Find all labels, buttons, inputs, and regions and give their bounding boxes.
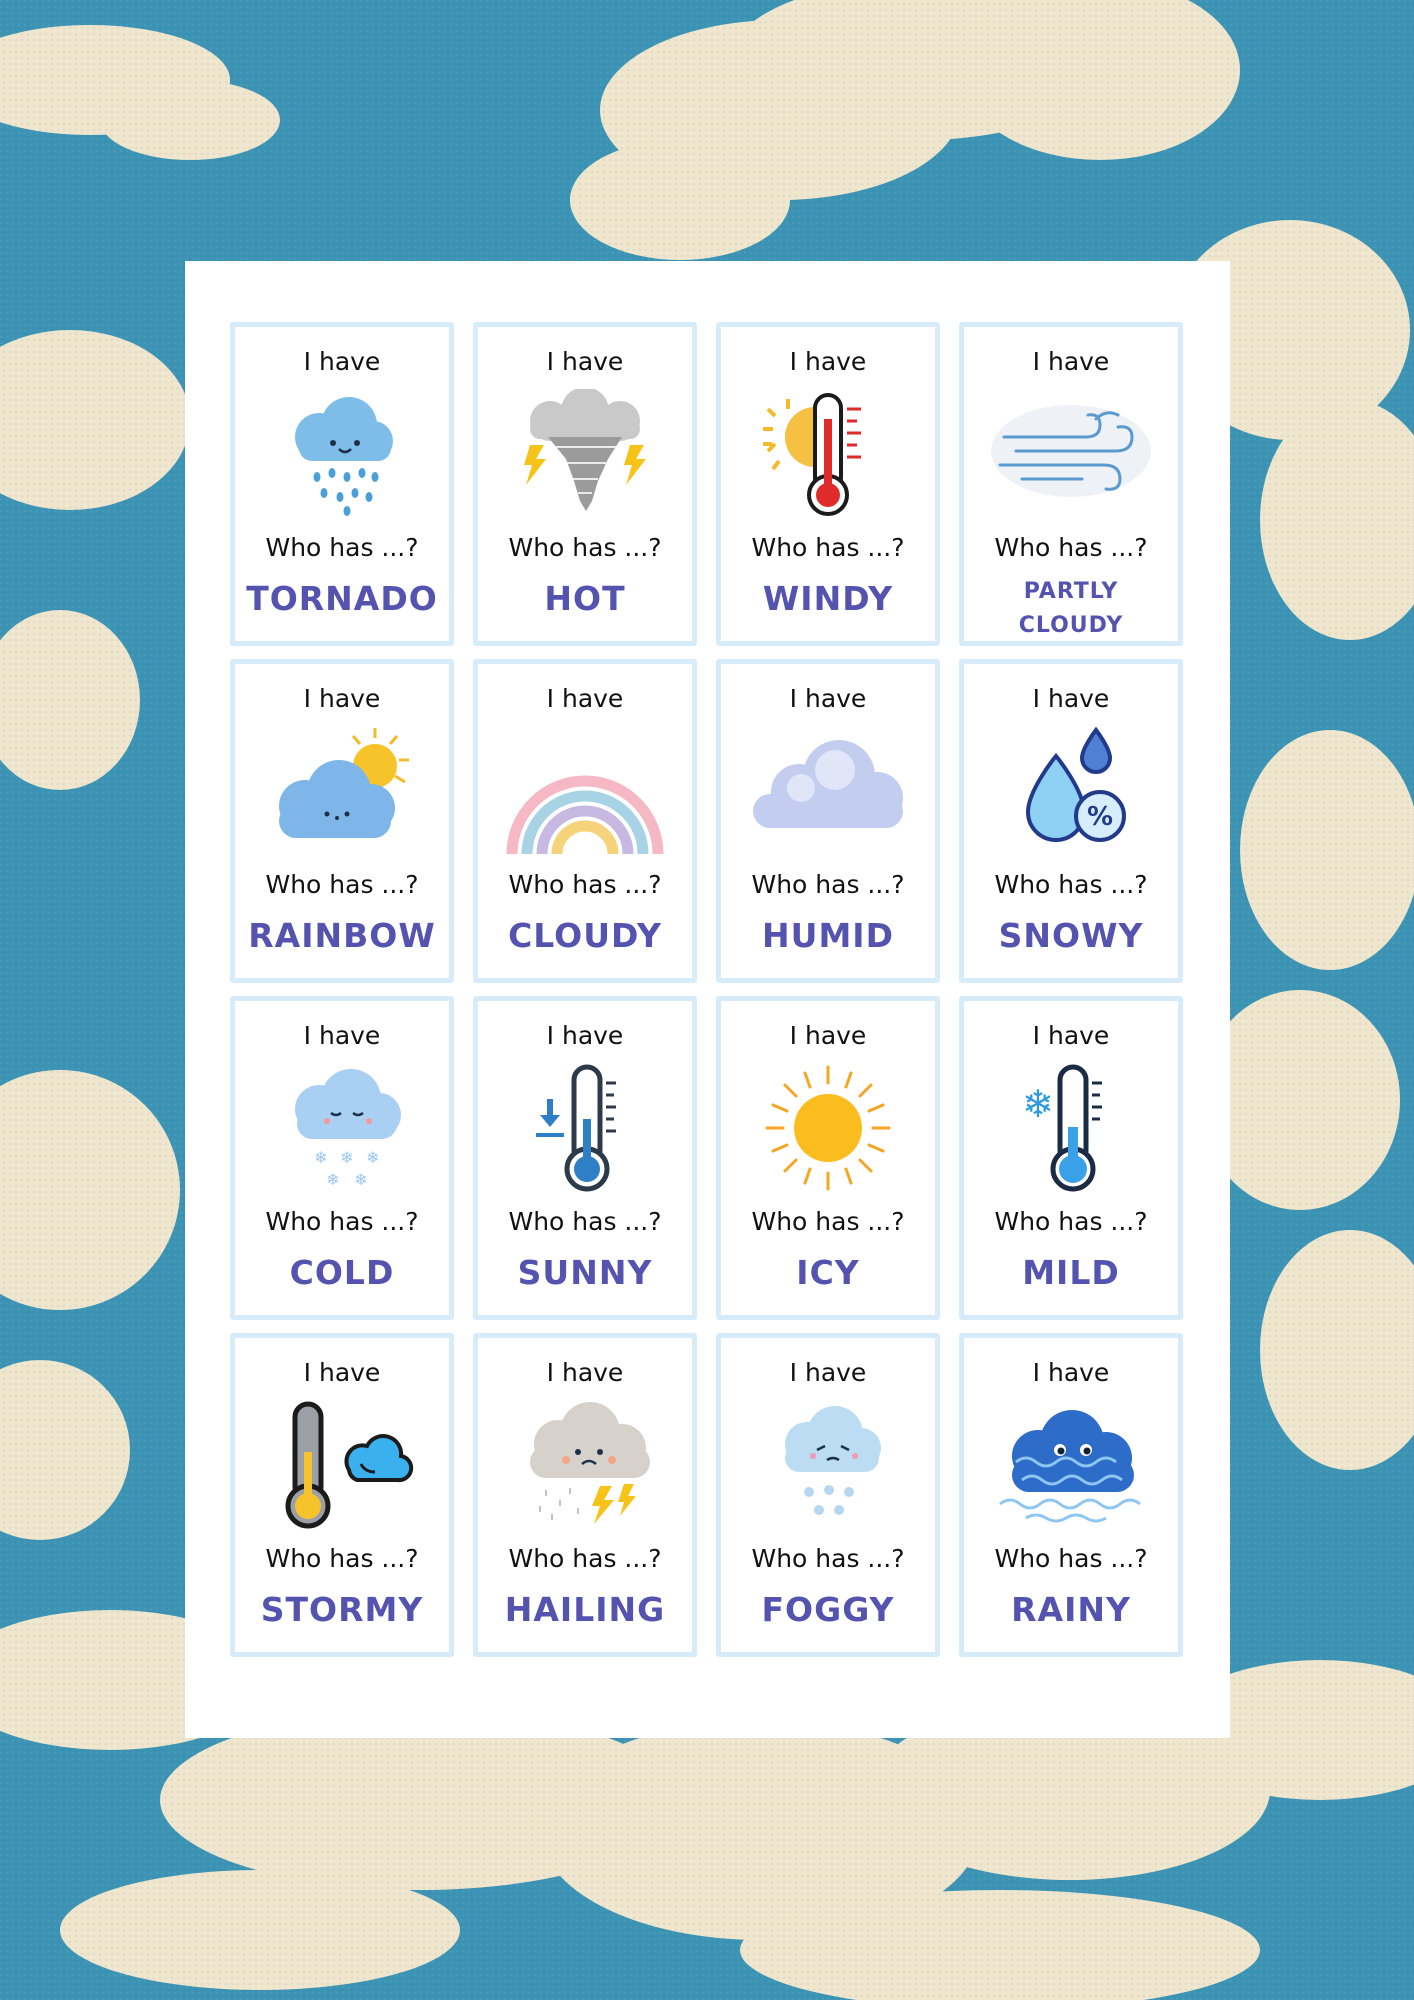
card-answer: CLOUDY: [508, 916, 662, 955]
card-who-label: Who has ...?: [751, 1544, 905, 1573]
card-have-label: I have: [1032, 684, 1110, 713]
card-have-label: I have: [303, 684, 381, 713]
card-who-label: Who has ...?: [994, 1207, 1148, 1236]
card-rainbow: [230, 659, 454, 983]
card-answer: RAINBOW: [248, 916, 436, 955]
card-who-label: Who has ...?: [265, 1544, 419, 1573]
card-have-label: I have: [1032, 1021, 1110, 1050]
card-mild: [959, 996, 1183, 1320]
card-answer: TORNADO: [246, 579, 438, 618]
card-icy: [716, 996, 940, 1320]
tornado-icon: [500, 389, 670, 519]
svg-text:❄: ❄: [1022, 1082, 1054, 1126]
card-rainy: [959, 1333, 1183, 1657]
card-hailing: [473, 1333, 697, 1657]
card-answer: ICY: [796, 1253, 860, 1292]
card-partly-cloudy: [959, 322, 1183, 646]
card-answer: SUNNY: [517, 1253, 653, 1292]
card-who-label: Who has ...?: [751, 533, 905, 562]
partly-cloudy-icon: [257, 726, 427, 856]
bingo-sheet: [185, 261, 1230, 1738]
card-have-label: I have: [303, 1021, 381, 1050]
card-who-label: Who has ...?: [508, 1207, 662, 1236]
card-have-label: I have: [303, 1358, 381, 1387]
card-hot: [473, 322, 697, 646]
card-who-label: Who has ...?: [994, 870, 1148, 899]
card-tornado: [230, 322, 454, 646]
card-have-label: I have: [789, 347, 867, 376]
card-snowy: [959, 659, 1183, 983]
card-have-label: I have: [789, 1021, 867, 1050]
hail-cloud-icon: [743, 1400, 913, 1530]
svg-text:❄: ❄: [326, 1170, 340, 1189]
card-who-label: Who has ...?: [508, 870, 662, 899]
card-have-label: I have: [303, 347, 381, 376]
card-who-label: Who has ...?: [265, 870, 419, 899]
card-answer: PARTLY CLOUDY: [1018, 579, 1124, 638]
humidity-drops-icon: [986, 726, 1156, 856]
fog-cloud-icon: [986, 1400, 1156, 1530]
card-who-label: Who has ...?: [751, 1207, 905, 1236]
card-grid: [230, 322, 1183, 1657]
snow-cloud-icon: [257, 1063, 427, 1193]
card-have-label: I have: [546, 684, 624, 713]
wind-icon: [986, 389, 1156, 519]
card-answer: HOT: [544, 579, 626, 618]
mild-thermometer-icon: [257, 1400, 427, 1530]
rainbow-icon: [500, 726, 670, 856]
storm-cloud-icon: [500, 1400, 670, 1530]
card-sunny: [473, 996, 697, 1320]
card-who-label: Who has ...?: [994, 533, 1148, 562]
card-cloudy: [473, 659, 697, 983]
card-cold: [230, 996, 454, 1320]
card-who-label: Who has ...?: [508, 533, 662, 562]
card-answer: COLD: [289, 1253, 395, 1292]
card-have-label: I have: [789, 684, 867, 713]
card-answer: RAINY: [1011, 1590, 1131, 1629]
card-foggy: [716, 1333, 940, 1657]
svg-text:❄: ❄: [340, 1148, 354, 1167]
card-who-label: Who has ...?: [994, 1544, 1148, 1573]
card-answer: STORMY: [260, 1590, 424, 1629]
card-stormy: [230, 1333, 454, 1657]
cold-thermometer-icon: [500, 1063, 670, 1193]
card-answer: FOGGY: [761, 1590, 895, 1629]
card-answer: SNOWY: [998, 916, 1144, 955]
svg-text:❄: ❄: [354, 1170, 368, 1189]
card-windy: [716, 322, 940, 646]
svg-text:%: %: [1086, 802, 1114, 832]
card-have-label: I have: [546, 1358, 624, 1387]
card-who-label: Who has ...?: [508, 1544, 662, 1573]
card-who-label: Who has ...?: [751, 870, 905, 899]
cloud-icon: [743, 726, 913, 856]
card-have-label: I have: [789, 1358, 867, 1387]
card-answer: WINDY: [762, 579, 894, 618]
card-who-label: Who has ...?: [265, 1207, 419, 1236]
svg-text:❄: ❄: [314, 1148, 328, 1167]
rain-cloud-icon: [257, 389, 427, 519]
card-answer: HUMID: [762, 916, 894, 955]
card-have-label: I have: [1032, 347, 1110, 376]
hot-thermometer-icon: [743, 389, 913, 519]
card-have-label: I have: [546, 347, 624, 376]
card-have-label: I have: [546, 1021, 624, 1050]
card-answer: MILD: [1022, 1253, 1120, 1292]
svg-text:❄: ❄: [366, 1148, 380, 1167]
icy-thermometer-icon: [986, 1063, 1156, 1193]
card-who-label: Who has ...?: [265, 533, 419, 562]
card-humid: [716, 659, 940, 983]
card-have-label: I have: [1032, 1358, 1110, 1387]
sun-icon: [743, 1063, 913, 1193]
card-answer: HAILING: [504, 1590, 666, 1629]
